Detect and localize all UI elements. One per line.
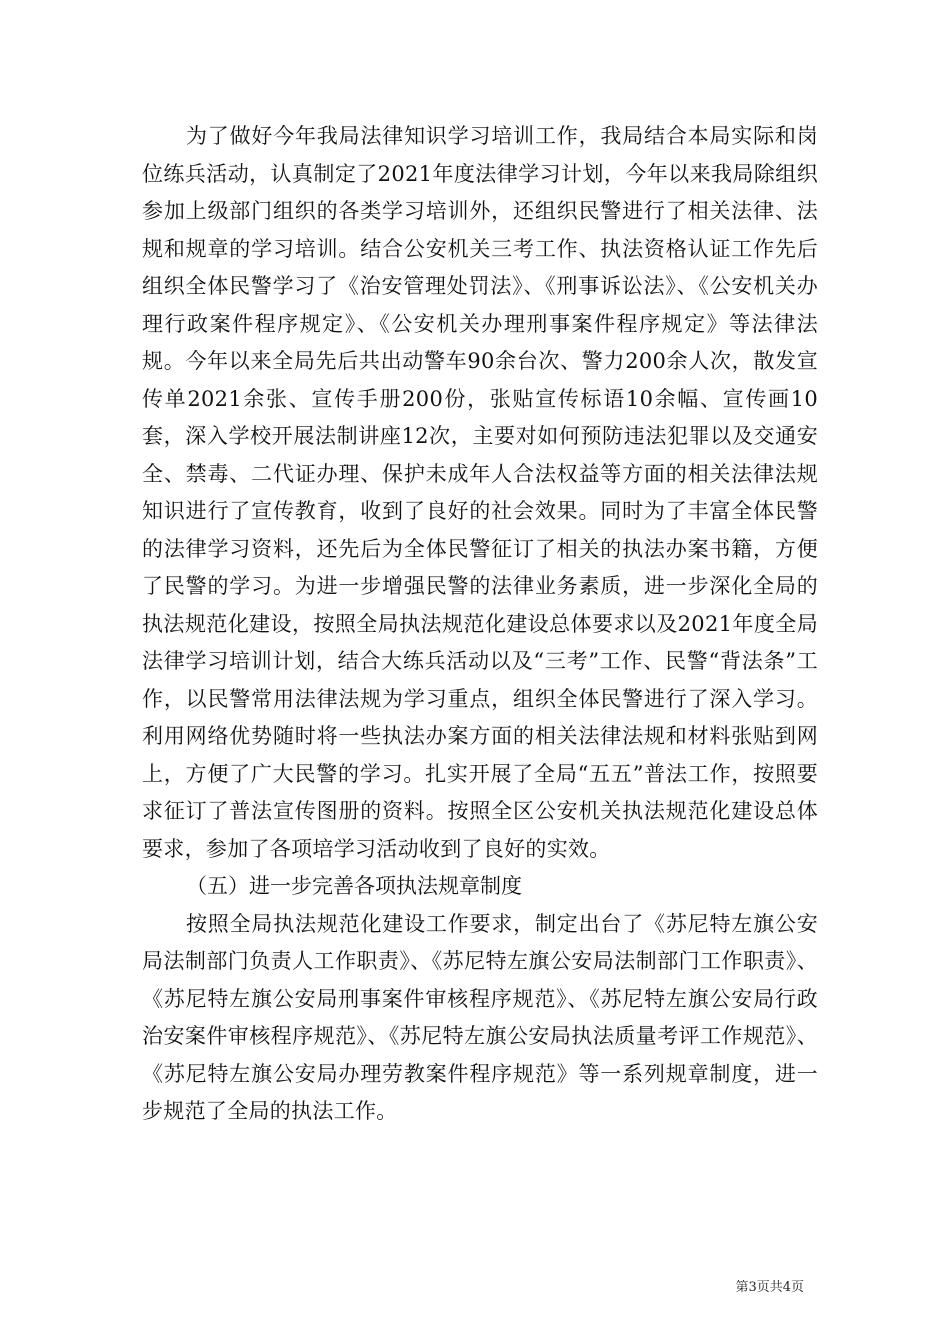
- body-paragraph-2: 按照全局执法规范化建设工作要求，制定出台了《苏尼特左旗公安局法制部门负责人工作职责》、《苏尼特左旗公安局法制部门工作职责》、《苏尼特左旗公安局刑事案件审核程序规范》、《苏尼特左旗公安局行政治安案件审核程序规范》、《苏尼特左旗公安局执法质量考评工作规范》、《苏尼特左旗公安局办理劳教案件程序规范》等一系列规章制度，进一步规范了全局的执法工作。: [142, 911, 818, 1123]
- page-number-label: 第3页共4页: [735, 1280, 804, 1295]
- section-heading: （五）进一步完善各项执法规章制度: [186, 874, 522, 898]
- document-body: [142, 118, 818, 1131]
- body-paragraph-1: 为了做好今年我局法律知识学习培训工作，我局结合本局实际和岗位练兵活动，认真制定了2021年度法律学习计划，今年以来我局除组织参加上级部门组织的各类学习培训外，还组织民警进行了相关法律、法规和规章的学习培训。结合公安机关三考工作、执法资格认证工作先后组织全体民警学习了《治安管理处罚法》、《刑事诉讼法》、《公安机关办理行政案件程序规定》、《公安机关办理刑事案件程序规定》等法律法规。今年以来全局先后共出动警车90余台次、警力200余人次，散发宣传单2021余张、宣传手册200份，张贴宣传标语10余幅、宣传画10套，深入学校开展法制讲座12次，主要对如何预防违法犯罪以及交通安全、禁毒、二代证办理、保护未成年人合法权益等方面的相关法律法规知识进行了宣传教育，收到了良好的社会效果。同时为了丰富全体民警的法律学习资料，还先后为全体民警征订了相关的执法办案书籍，方便了民警的学习。为进一步增强民警的法律业务素质，进一步深化全局的执法规范化建设，按照全局执法规范化建设总体要求以及2021年度全局法律学习培训计划，结合大练兵活动以及“三考”工作、民警“背法条”工作，以民警常用法律法规为学习重点，组织全体民警进行了深入学习。利用网络优势随时将一些执法办案方面的相关法律法规和材料张贴到网上，方便了广大民警的学习。扎实开展了全局“五五”普法工作，按照要求征订了普法宣传图册的资料。按照全区公安机关执法规范化建设总体要求，参加了各项培学习活动收到了良好的实效。: [142, 124, 818, 861]
